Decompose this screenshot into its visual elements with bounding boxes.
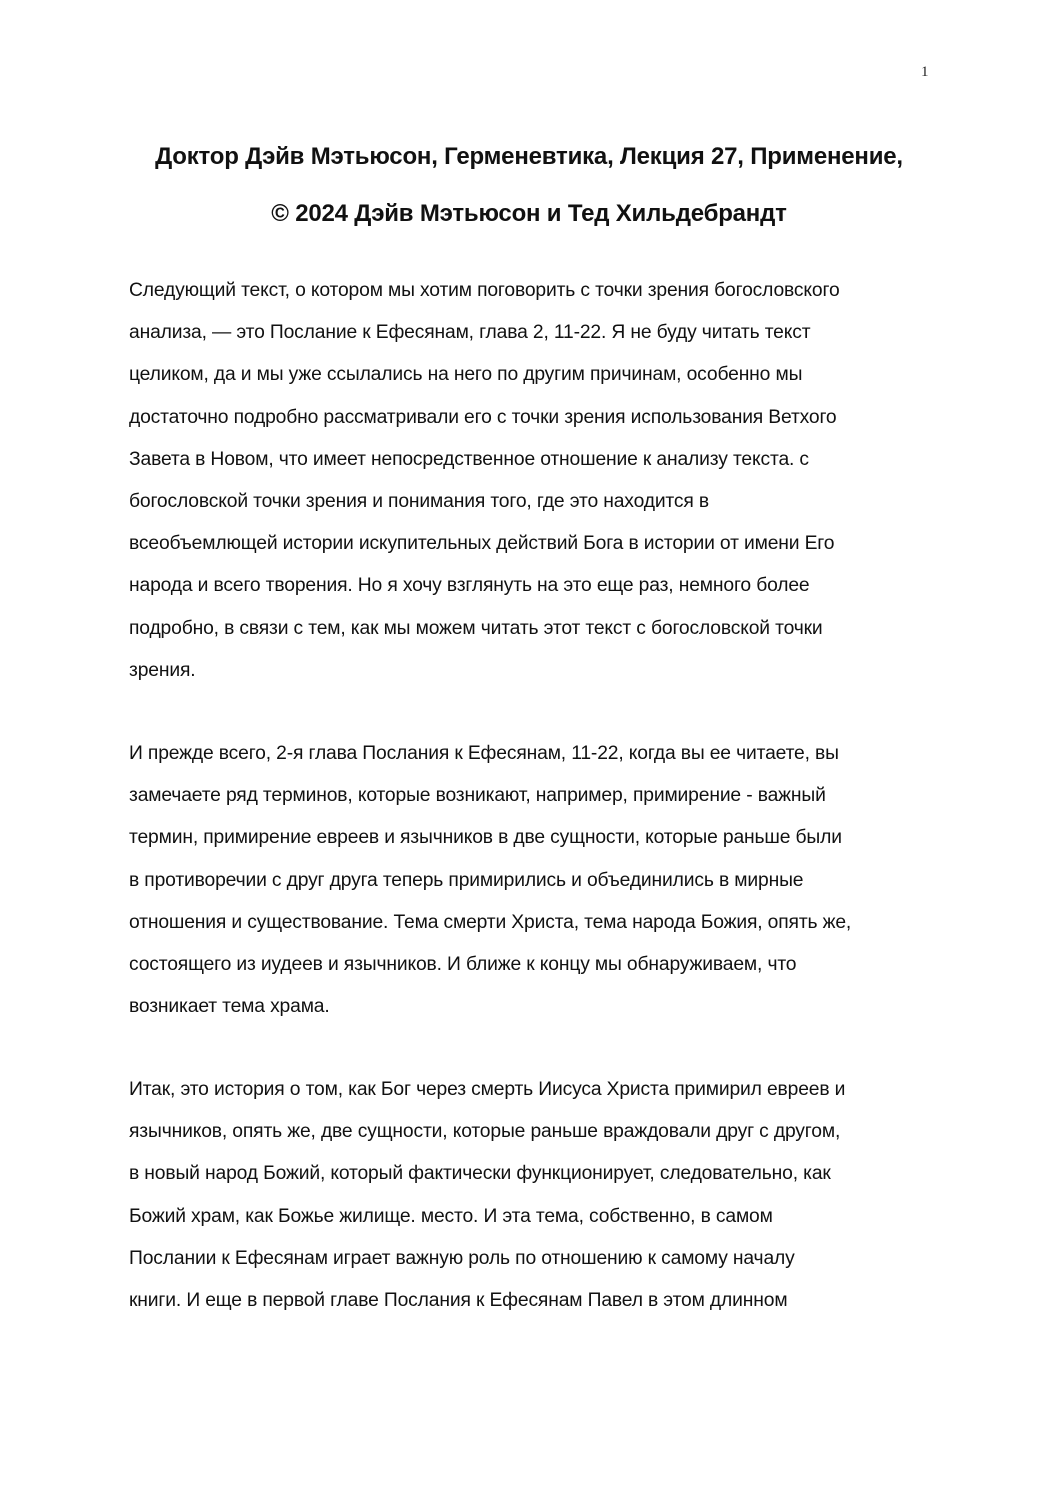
text-line: целиком, да и мы уже ссылались на него по другим причинам, особенно мы <box>129 364 803 386</box>
text-line: состоящего из иудеев и язычников. И ближе к концу мы обнаруживаем, что <box>129 954 797 976</box>
title-line: © 2024 Дэйв Мэтьюсон и Тед Хильдебрандт <box>271 200 787 227</box>
text-line: язычников, опять же, две сущности, которые раньше враждовали друг с другом, <box>129 1121 841 1143</box>
title-line: Доктор Дэйв Мэтьюсон, Герменевтика, Лекция 27, Применение, <box>155 143 903 170</box>
text-line: термин, примирение евреев и язычников в две сущности, которые раньше были <box>129 827 842 849</box>
text-line: Послании к Ефесянам играет важную роль по отношению к самому началу <box>129 1247 795 1269</box>
text-line: Итак, это история о том, как Бог через смерть Иисуса Христа примирил евреев и <box>129 1079 846 1100</box>
text-line: богословской точки зрения и понимания того, где это находится в <box>129 491 709 513</box>
text-line: в новый народ Божий, который фактически функционирует, следовательно, как <box>129 1163 831 1185</box>
text-line: Божий храм, как Божье жилище. место. И эта тема, собственно, в самом <box>129 1205 773 1227</box>
text-line: Следующий текст, о котором мы хотим поговорить с точки зрения богословского <box>129 280 840 301</box>
text-line: анализа, — это Послание к Ефесянам, глава 2, 11-22. Я не буду читать текст <box>129 322 811 344</box>
text-line: достаточно подробно рассматривали его с точки зрения использования Ветхого <box>129 406 837 428</box>
text-line: И прежде всего, 2-я глава Послания к Ефесянам, 11-22, когда вы ее читаете, вы <box>129 743 839 764</box>
text-line: возникает тема храма. <box>129 996 330 1018</box>
text-line: народа и всего творения. Но я хочу взглянуть на это еще раз, немного более <box>129 575 810 597</box>
text-line: замечаете ряд терминов, которые возникают, например, примирение - важный <box>129 785 826 807</box>
text-line: в противоречии с друг друга теперь примирились и объединились в мирные <box>129 869 804 891</box>
paragraph-2 <box>129 733 929 1028</box>
text-line: отношения и существование. Тема смерти Христа, тема народа Божия, опять же, <box>129 911 852 933</box>
text-line: зрения. <box>129 659 196 681</box>
page-number: 1 <box>921 64 929 80</box>
paragraph-3 <box>129 1069 929 1322</box>
text-line: всеобъемлющей истории искупительных действий Бога в истории от имени Его <box>129 533 835 555</box>
document-title <box>0 128 1058 242</box>
paragraph-1 <box>129 270 929 692</box>
text-line: книги. И еще в первой главе Послания к Ефесянам Павел в этом длинном <box>129 1290 788 1312</box>
text-line: Завета в Новом, что имеет непосредственное отношение к анализу текста. с <box>129 448 809 470</box>
text-line: подробно, в связи с тем, как мы можем читать этот текст с богословской точки <box>129 617 823 639</box>
